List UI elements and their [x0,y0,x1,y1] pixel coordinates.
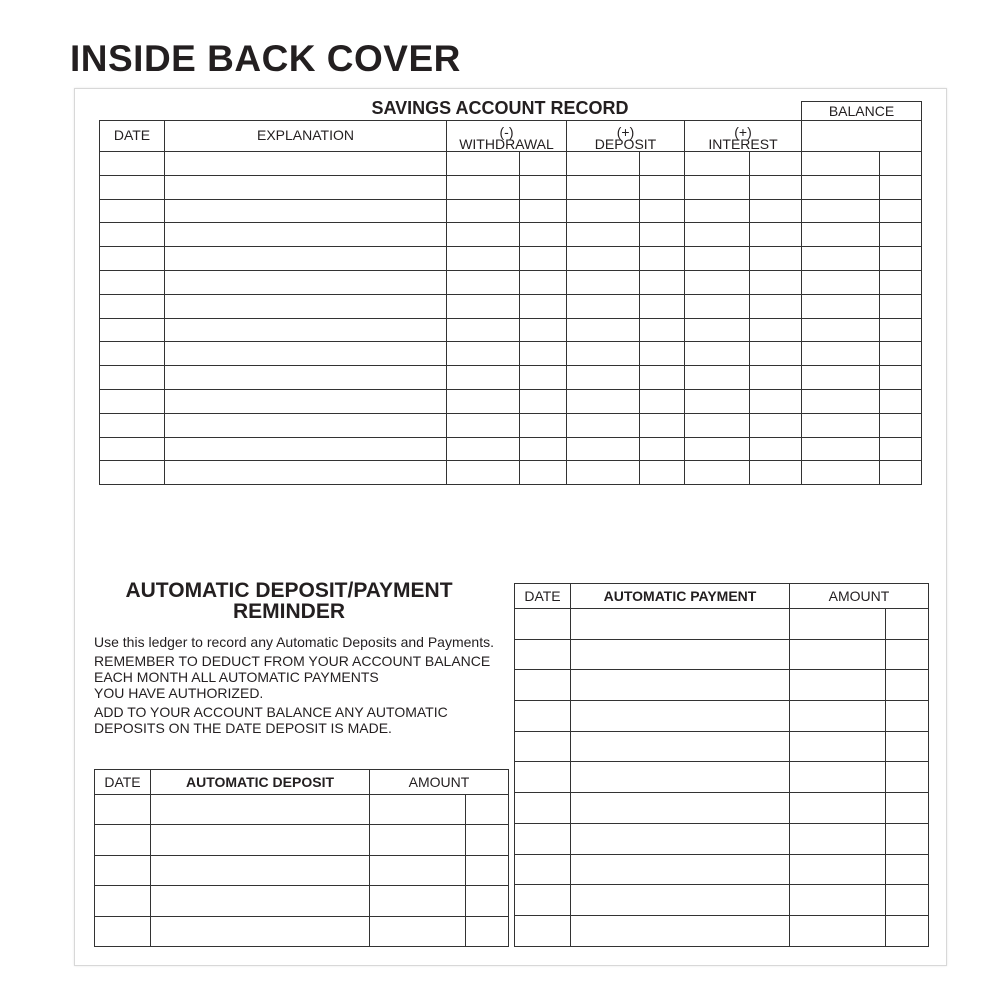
table-cell[interactable] [515,854,571,885]
table-cell[interactable] [466,855,509,885]
table-cell[interactable] [880,152,922,176]
table-row [515,609,929,640]
table-cell[interactable] [165,199,447,223]
table-cell[interactable] [95,825,151,855]
table-cell[interactable] [790,823,886,854]
table-cell[interactable] [790,915,886,946]
date-header: DATE [100,121,165,152]
table-cell[interactable] [567,270,640,294]
table-cell[interactable] [790,762,886,793]
table-cell[interactable] [886,915,929,946]
table-cell[interactable] [567,437,640,461]
table-cell[interactable] [802,366,880,390]
table-cell[interactable] [151,886,370,916]
table-cell[interactable] [447,270,520,294]
table-cell[interactable] [447,389,520,413]
table-row [515,854,929,885]
table-cell[interactable] [886,762,929,793]
table-cell[interactable] [370,916,466,946]
table-cell[interactable] [100,247,165,271]
withdrawal-sign: (-) [499,124,514,140]
table-row [515,639,929,670]
table-cell[interactable] [790,731,886,762]
table-cell[interactable] [640,389,685,413]
savings-account-table [99,120,922,485]
table-row [515,885,929,916]
balance-header: BALANCE [801,101,922,120]
table-cell[interactable] [802,413,880,437]
table-cell[interactable] [100,294,165,318]
table-cell[interactable] [520,152,567,176]
table-cell[interactable] [100,223,165,247]
table-cell[interactable] [880,413,922,437]
table-cell[interactable] [567,152,640,176]
table-row [100,223,922,247]
table-row [100,199,922,223]
table-cell[interactable] [370,855,466,885]
table-cell[interactable] [466,886,509,916]
table-cell[interactable] [100,199,165,223]
table-cell[interactable] [685,247,750,271]
table-cell[interactable] [750,413,802,437]
table-cell[interactable] [685,318,750,342]
table-cell[interactable] [520,461,567,485]
table-row [100,152,922,176]
table-cell[interactable] [750,175,802,199]
table-cell[interactable] [571,915,790,946]
table-cell[interactable] [802,318,880,342]
table-cell[interactable] [886,854,929,885]
table-row [95,795,509,825]
table-cell[interactable] [447,199,520,223]
table-cell[interactable] [790,639,886,670]
table-cell[interactable] [880,342,922,366]
table-cell[interactable] [447,366,520,390]
explanation-header: EXPLANATION [165,121,447,152]
table-cell[interactable] [750,437,802,461]
table-cell[interactable] [447,461,520,485]
table-cell[interactable] [567,366,640,390]
table-cell[interactable] [880,389,922,413]
table-cell[interactable] [750,294,802,318]
table-cell[interactable] [567,342,640,366]
deposit-header [567,121,685,152]
table-row [100,437,922,461]
table-cell[interactable] [571,762,790,793]
table-cell[interactable] [640,199,685,223]
deposit-header-row [95,770,509,795]
table-cell[interactable] [802,199,880,223]
amount-header: AMOUNT [370,770,509,795]
table-cell[interactable] [571,793,790,824]
table-cell[interactable] [515,670,571,701]
table-row [515,762,929,793]
table-cell[interactable] [100,461,165,485]
table-row [95,916,509,946]
table-cell[interactable] [880,437,922,461]
table-cell[interactable] [880,318,922,342]
table-cell[interactable] [165,366,447,390]
table-cell[interactable] [165,175,447,199]
table-cell[interactable] [802,175,880,199]
table-cell[interactable] [520,437,567,461]
table-cell[interactable] [165,270,447,294]
table-cell[interactable] [790,885,886,916]
table-cell[interactable] [571,823,790,854]
table-cell[interactable] [571,639,790,670]
table-cell[interactable] [466,916,509,946]
table-cell[interactable] [802,389,880,413]
table-cell[interactable] [880,199,922,223]
table-cell[interactable] [520,366,567,390]
table-cell[interactable] [370,795,466,825]
table-cell[interactable] [515,701,571,732]
balance-column-header [802,121,922,152]
table-cell[interactable] [880,175,922,199]
deposit-sign: (+) [616,124,635,140]
table-row [515,915,929,946]
table-cell[interactable] [520,175,567,199]
table-cell[interactable] [520,199,567,223]
table-cell[interactable] [640,342,685,366]
table-cell[interactable] [100,270,165,294]
table-cell[interactable] [640,294,685,318]
instruction-text: REMEMBER TO DEDUCT FROM YOUR ACCOUNT BALANCE EACH MONTH ALL AUTOMATIC PAYMENTS [94,653,491,685]
table-cell[interactable] [880,461,922,485]
table-cell[interactable] [515,823,571,854]
table-cell[interactable] [520,294,567,318]
table-cell[interactable] [685,223,750,247]
table-cell[interactable] [640,175,685,199]
amount-header: AMOUNT [790,584,929,609]
table-cell[interactable] [447,437,520,461]
table-cell[interactable] [685,175,750,199]
table-cell[interactable] [95,886,151,916]
table-cell[interactable] [886,609,929,640]
table-cell[interactable] [520,342,567,366]
table-cell[interactable] [790,701,886,732]
savings-record-title: SAVINGS ACCOUNT RECORD [371,98,629,118]
withdrawal-label: WITHDRAWAL [459,136,554,152]
table-cell[interactable] [640,318,685,342]
table-cell[interactable] [447,223,520,247]
table-cell[interactable] [750,461,802,485]
table-row [100,247,922,271]
table-cell[interactable] [100,413,165,437]
table-cell[interactable] [886,823,929,854]
reminder-title-line1: AUTOMATIC DEPOSIT/PAYMENT [125,579,453,602]
table-cell[interactable] [685,437,750,461]
table-cell[interactable] [100,366,165,390]
table-cell[interactable] [165,413,447,437]
table-row [100,342,922,366]
table-cell[interactable] [95,855,151,885]
table-cell[interactable] [640,223,685,247]
withdrawal-header [447,121,567,152]
table-cell[interactable] [750,342,802,366]
table-row [100,461,922,485]
table-cell[interactable] [567,389,640,413]
instruction-text: YOU HAVE AUTHORIZED. [94,685,264,701]
table-cell[interactable] [567,223,640,247]
table-cell[interactable] [640,437,685,461]
table-cell[interactable] [100,389,165,413]
table-cell[interactable] [95,795,151,825]
table-cell[interactable] [790,854,886,885]
table-cell[interactable] [515,885,571,916]
table-cell[interactable] [571,609,790,640]
table-cell[interactable] [790,670,886,701]
table-cell[interactable] [571,885,790,916]
table-cell[interactable] [466,795,509,825]
table-row [515,670,929,701]
table-cell[interactable] [165,342,447,366]
table-cell[interactable] [567,318,640,342]
table-cell[interactable] [685,270,750,294]
table-cell[interactable] [886,639,929,670]
table-cell[interactable] [685,294,750,318]
table-row [100,318,922,342]
table-cell[interactable] [685,342,750,366]
savings-header-row [100,121,922,152]
table-cell[interactable] [447,413,520,437]
table-cell[interactable] [571,670,790,701]
table-cell[interactable] [880,247,922,271]
table-cell[interactable] [370,825,466,855]
table-cell[interactable] [750,247,802,271]
table-cell[interactable] [886,793,929,824]
reminder-instructions [94,634,504,739]
table-cell[interactable] [100,152,165,176]
table-cell[interactable] [515,915,571,946]
table-cell[interactable] [520,270,567,294]
table-cell[interactable] [886,885,929,916]
table-cell[interactable] [165,389,447,413]
table-cell[interactable] [802,294,880,318]
table-cell[interactable] [520,318,567,342]
interest-label: INTEREST [708,136,778,152]
table-cell[interactable] [567,199,640,223]
deposit-label: DEPOSIT [594,136,657,152]
table-cell[interactable] [151,795,370,825]
table-cell[interactable] [880,366,922,390]
table-cell[interactable] [447,152,520,176]
table-cell[interactable] [571,854,790,885]
table-cell[interactable] [567,461,640,485]
instruction-text: Use this ledger to record any Automatic Deposits and Payments. [94,634,494,650]
table-cell[interactable] [100,342,165,366]
table-cell[interactable] [640,461,685,485]
table-cell[interactable] [447,247,520,271]
table-cell[interactable] [165,247,447,271]
table-cell[interactable] [640,413,685,437]
table-cell[interactable] [447,318,520,342]
table-cell[interactable] [100,318,165,342]
table-cell[interactable] [685,199,750,223]
table-cell[interactable] [880,294,922,318]
table-cell[interactable] [802,223,880,247]
table-cell[interactable] [685,413,750,437]
table-row [95,855,509,885]
table-cell[interactable] [886,731,929,762]
automatic-payment-header: AUTOMATIC PAYMENT [571,584,790,609]
table-cell[interactable] [370,886,466,916]
table-cell[interactable] [880,223,922,247]
table-row [515,823,929,854]
table-cell[interactable] [640,270,685,294]
table-cell[interactable] [685,389,750,413]
table-cell[interactable] [640,247,685,271]
table-cell[interactable] [100,437,165,461]
table-cell[interactable] [640,366,685,390]
table-cell[interactable] [750,389,802,413]
table-cell[interactable] [886,670,929,701]
table-cell[interactable] [750,318,802,342]
table-cell[interactable] [165,152,447,176]
table-cell[interactable] [802,342,880,366]
table-row [515,793,929,824]
table-cell[interactable] [515,762,571,793]
table-cell[interactable] [165,437,447,461]
automatic-deposit-table [94,769,509,947]
table-cell[interactable] [466,825,509,855]
interest-sign: (+) [734,124,752,140]
reminder-title [94,580,484,622]
table-cell[interactable] [151,825,370,855]
table-cell[interactable] [802,247,880,271]
table-cell[interactable] [515,609,571,640]
table-row [100,389,922,413]
table-cell[interactable] [515,639,571,670]
table-cell[interactable] [151,916,370,946]
table-cell[interactable] [447,175,520,199]
table-cell[interactable] [447,294,520,318]
table-cell[interactable] [750,366,802,390]
table-cell[interactable] [802,152,880,176]
table-cell[interactable] [802,437,880,461]
table-cell[interactable] [567,413,640,437]
table-cell[interactable] [520,389,567,413]
reminder-title-line2: REMINDER [232,600,345,623]
table-cell[interactable] [515,731,571,762]
table-row [95,825,509,855]
table-row [95,886,509,916]
table-cell[interactable] [750,199,802,223]
table-cell[interactable] [567,294,640,318]
automatic-deposit-header: AUTOMATIC DEPOSIT [151,770,370,795]
table-cell[interactable] [790,609,886,640]
interest-header [685,121,802,152]
table-row [100,270,922,294]
automatic-payment-table [514,583,929,947]
table-cell[interactable] [685,152,750,176]
table-cell[interactable] [100,175,165,199]
table-cell[interactable] [750,223,802,247]
table-row [515,731,929,762]
table-cell[interactable] [520,413,567,437]
table-cell[interactable] [447,342,520,366]
table-cell[interactable] [886,701,929,732]
table-cell[interactable] [685,366,750,390]
table-row [100,413,922,437]
table-cell[interactable] [802,461,880,485]
table-cell[interactable] [165,461,447,485]
table-cell[interactable] [165,294,447,318]
table-cell[interactable] [571,701,790,732]
table-cell[interactable] [520,247,567,271]
table-cell[interactable] [790,793,886,824]
table-cell[interactable] [165,223,447,247]
table-cell[interactable] [515,793,571,824]
table-row [100,175,922,199]
date-header: DATE [95,770,151,795]
table-cell[interactable] [685,461,750,485]
table-cell[interactable] [802,270,880,294]
table-cell[interactable] [750,152,802,176]
instruction-text: ADD TO YOUR ACCOUNT BALANCE ANY AUTOMATIC DEPOSITS ON THE DATE DEPOSIT IS MADE. [94,704,448,736]
table-row [100,294,922,318]
table-cell[interactable] [165,318,447,342]
table-cell[interactable] [571,731,790,762]
table-row [100,366,922,390]
table-cell[interactable] [567,175,640,199]
payment-header-row [515,584,929,609]
table-cell[interactable] [567,247,640,271]
table-cell[interactable] [520,223,567,247]
date-header: DATE [515,584,571,609]
table-cell[interactable] [151,855,370,885]
table-row [515,701,929,732]
table-cell[interactable] [95,916,151,946]
table-cell[interactable] [880,270,922,294]
table-cell[interactable] [750,270,802,294]
table-cell[interactable] [640,152,685,176]
page-title: INSIDE BACK COVER [70,38,461,79]
